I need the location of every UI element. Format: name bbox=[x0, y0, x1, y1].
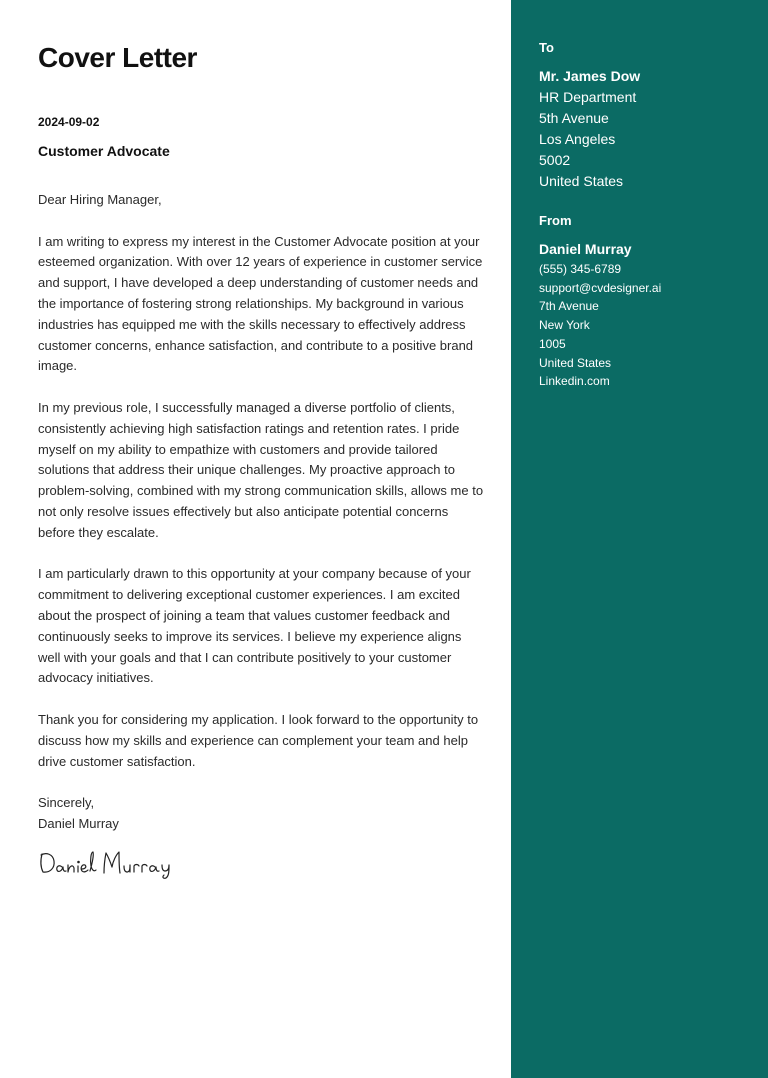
recipient-zip: 5002 bbox=[539, 152, 571, 168]
closing: Sincerely, bbox=[38, 795, 95, 811]
sender-street: 7th Avenue bbox=[539, 299, 599, 314]
letter-paragraph: I am particularly drawn to this opportunity at your company because of your commitment to delivering exceptional customer experiences. I am excited about the prospect of joining a team that values customer feedback and continuously seeks to improve its services. I believe my experience aligns well with your goals and that I can contribute positively to your customer advocacy initiatives. bbox=[38, 566, 471, 686]
sender-block bbox=[539, 239, 754, 391]
page-title: Cover Letter bbox=[38, 42, 197, 73]
sender-email: support@cvdesigner.ai bbox=[539, 280, 662, 295]
sender-contact-name: Daniel Murray bbox=[539, 241, 632, 257]
letter-paragraph: I am writing to express my interest in the Customer Advocate position at your esteemed organization. With over 12 years of experience in customer service and support, I have developed a deep understanding of customer needs and the importance of fostering strong relationships. My background in various industries has equipped me with the skills necessary to effectively address customer concerns, enhance satisfaction, and contribute to a positive brand image. bbox=[38, 233, 483, 374]
letter-paragraph: In my previous role, I successfully managed a diverse portfolio of clients, consistently achieving high satisfaction ratings and retention rates. I pride myself on my ability to empathize with customers and provide tailored solutions that address their unique challenges. My proactive approach to problem-solving, combined with my strong communication skills, allows me to not only resolve issues effectively but also anticipate potential concerns before they escalate. bbox=[38, 399, 484, 540]
sender-zip: 1005 bbox=[539, 336, 566, 351]
salutation: Dear Hiring Manager, bbox=[38, 192, 162, 207]
recipient-street: 5th Avenue bbox=[539, 110, 609, 126]
recipient-city: Los Angeles bbox=[539, 131, 616, 147]
sender-section-label: From bbox=[539, 213, 572, 228]
letter-date: 2024-09-02 bbox=[38, 115, 100, 129]
recipient-country: United States bbox=[539, 173, 624, 189]
sender-city: New York bbox=[539, 318, 590, 333]
handwritten-signature bbox=[38, 846, 198, 880]
letter-paragraph: Thank you for considering my application. I look forward to the opportunity to discuss how my skills and experience can complement your team and help drive customer satisfaction. bbox=[38, 711, 479, 769]
job-position: Customer Advocate bbox=[38, 143, 170, 159]
sender-linkedin: Linkedin.com bbox=[539, 374, 610, 389]
recipient-section-label: To bbox=[539, 40, 554, 55]
sender-name: Daniel Murray bbox=[38, 815, 119, 831]
closing-block bbox=[38, 793, 484, 835]
sender-phone: (555) 345-6789 bbox=[539, 262, 622, 276]
letter-body bbox=[38, 190, 484, 835]
recipient-department: HR Department bbox=[539, 89, 637, 105]
recipient-name: Mr. James Dow bbox=[539, 68, 641, 84]
sender-country: United States bbox=[539, 355, 612, 370]
recipient-block bbox=[539, 66, 754, 192]
